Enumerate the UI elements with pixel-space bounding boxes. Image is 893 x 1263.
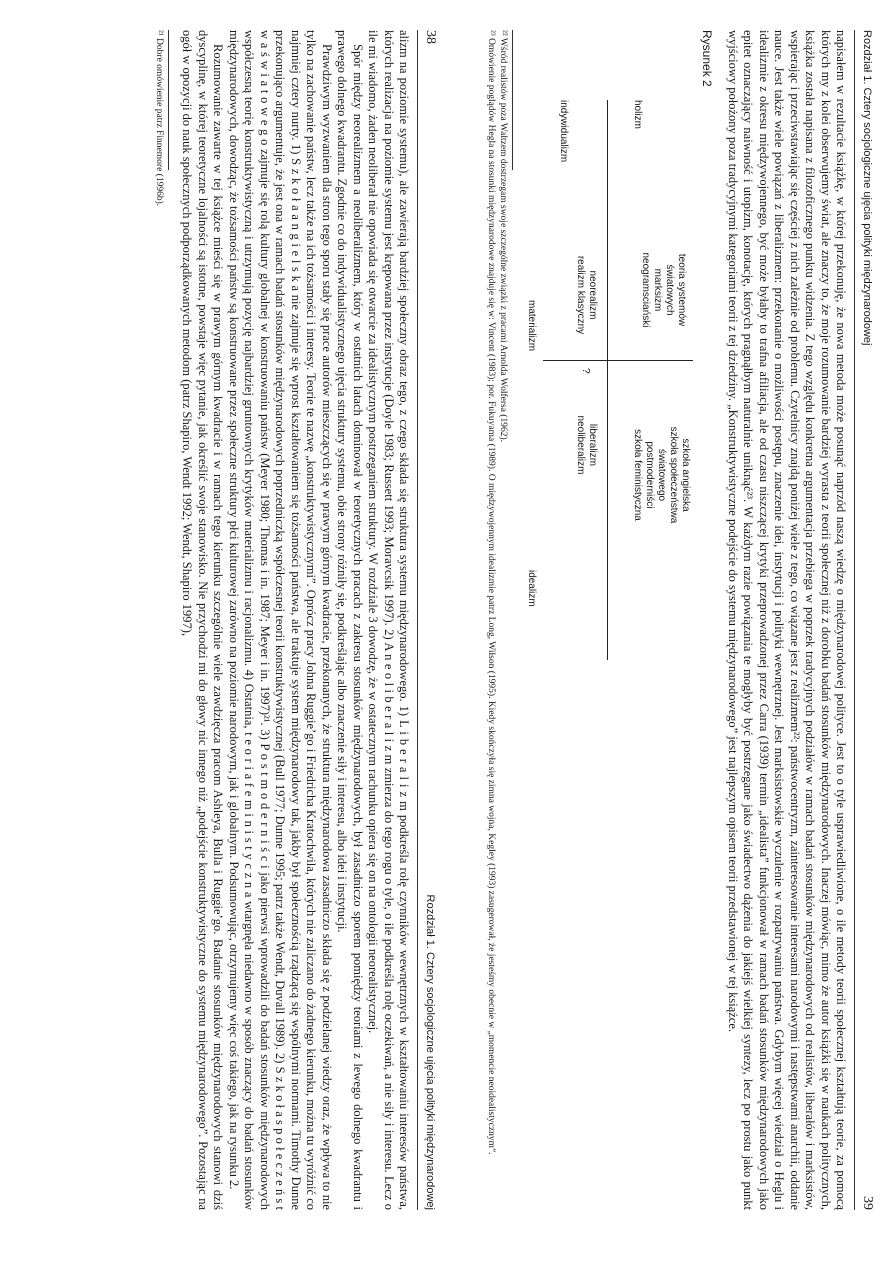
left-page-number: 38 (423, 30, 438, 44)
left-page-content (38, 30, 438, 1210)
diagram-vertical-axis (543, 360, 693, 361)
left-paragraph-4: Rozumowanie zawarte w tej książce mieści się w prawym górnym kwadracie i w ramach tego kierunku szczególnie wiele zawdzięcza pracom Ashleya, Bulla i Ruggie’go. Badanie stosunków międzynarodowych stanowi dziś dyscyplinę, w której teoretyczne lojalności są istotne, powstaje więc pytanie, jak określić swoje stanowisko. Nie przychodzi mi do głowy nic innego niż „podejście konstruktywistyczne do systemu międzynarodowego”. Pozostając na ogół w opozycji do nauk społecznych podporządkowanych metodom (patrz Shapiro, Wendt 1992; Wendt, Shapiro 1997), (180, 30, 226, 1210)
quadrant-item: marksizm (652, 268, 663, 312)
left-page (18, 30, 438, 1230)
quadrant-bottom-left (574, 240, 598, 350)
figure-label: Rysunek 2 (700, 30, 715, 87)
right-running-head-title: Rozdział 1. Cztery socjologiczne ujęcia polityki międzynarodowej (861, 30, 873, 346)
right-page (455, 30, 875, 1230)
right-running-head (855, 30, 876, 1210)
quadrant-diagram (523, 100, 693, 660)
quadrant-item: liberalizm (587, 423, 598, 467)
quadrant-item: realizm klasyczny (575, 255, 586, 335)
quadrant-item: szkoła społeczeństwa światowego (656, 426, 679, 524)
quadrant-item: neogramsciański (640, 252, 651, 328)
left-running-head (418, 30, 439, 1210)
axis-label-materializm: materializm (526, 300, 537, 352)
left-paragraph-1: alizm na poziomie systemu), ale zawierają bardziej społeczny obraz tego, z czego składa się struktura systemu międzynarodowego. 1) L i b e r a l i z m podkreśla rolę czynników wewnętrznych w kształtowaniu interesów państwa, których realizacja na poziomie systemu jest krępowana przez instytucje (Doyle 1983; Russett 1993; Moravcsik 1997). 2) A n e o l i b e r a l i z m zmierza do tego rogu o tyle, o ile podkreśla rolę oczekiwań, a nie siły i interesu. Lecz o ile mi wiadomo, żaden neoliberał nie opowiada się otwarcie za idealistycznym postrzeganiem struktury. W rozdziale 3 dowodzę, że w ostatecznym rachunku opiera się on na ontologii neorealistycznej. (366, 30, 412, 1210)
quadrant-item: teoria systemów światowych (664, 253, 687, 327)
quadrant-item: szkoła angielska (680, 438, 691, 512)
diagram-horizontal-axis (607, 100, 608, 660)
arrow-question-mark: ? (580, 368, 591, 374)
left-running-head-title: Rozdział 1. Cztery socjologiczne ujęcia polityki międzynarodowej (424, 894, 436, 1210)
quadrant-item: postmoderniści (644, 441, 655, 509)
quadrant-top-right (631, 400, 691, 550)
right-page-number: 39 (860, 1196, 875, 1210)
right-footnote-23: ²³ Omówienie poglądów Hegla na stosunki międzynarodowe znajduje się w: Vincent (1983); por. Fukuyama (1989). O międzywojennym idealizmie patrz Long, Wilson (1995). Kiedy skończyła się zimna wojna, Kegley (1993) zasugerował, że jesteśmy obecnie w „momencie neoidealistycznym”. (486, 30, 497, 1155)
left-paragraph-3: Prawdziwym wyzwaniem dla stron tego sporu stały się prace autorów mieszczących się w prawym górnym kwadracie, przekonanych, że struktura międzynarodowa zasadniczo składa się z podzielanej wiedzy oraz, że wpływa to nie tylko na zachowanie państw, lecz także na ich tożsamości i interesy. Teorie te nazwę „konstruktywistycznymi”. Oprócz pracy Johna Ruggie’go i Friedricha Kratochwila, których nie zaliczano do żadnego kierunku, można tu wyróżnić co najmniej cztery nurty. 1) S z k o ł a a n g i e l s k a nie zajmuje się wprost kształtowaniem się tożsamości państwa, ale traktuje system międzynarodowy tak, jakby był społecznością rządzącą się wspólnymi normami. Timothy Dunne przekonująco argumentuje, że jest ona w ramach badań stosunków międzynarodowych poprzedniczką współczesnej teorii konstruktywistycznej (Bull 1977; Dunne 1995; patrz także Wendt, Duvall 1989). 2) S z k o ł a s p o ł e c z e ń s t w a ś w i a t o w e g o zajmuje się rolą kultury globalnej w konstruowaniu państw (Meyer 1980; Thomas i in. 1987; Meyer i in. 1997)²¹. 3) P o s t m o d e r n i ś c i jako pierwsi wprowadzili do badań stosunków międzynarodowych współczesną teorię konstruktywistyczną i utrzymują pozycję najbardziej gruntownych krytyków materializmu i racjonalizmu. 4) Ostatnia, t e o r i a f e m i n i s t y c z n a wtargnęła niedawno w sposób znaczący do badań stosunków międzynarodowych, dowodząc, że tożsamości państw są konstruowane przez społeczne struktury płci kulturowej zarówno na poziomie narodowym, jak i globalnym. Podsumowując, otrzymujemy więc coś takiego, jak na rysunku 2. (227, 30, 334, 1210)
axis-label-holizm: holizm (632, 100, 643, 129)
left-footnote-21: ²¹ Dobre omówienie patrz Finnemore (1996b). (154, 30, 164, 207)
right-paragraph-1: napisałem w rezultacie książkę, w której przekonuję, że nowa metoda może posunąć naprzód naszą wiedzę o międzynarodowej polityce. Jest to o tyle usprawiedliwione, o ile metody teorii społecznej kształtują teorie, za pomocą których my z kolei obserwujemy świat, ale znaczy to, że moje rozumowanie bardziej wyrasta z teorii społecznej niż z dorobku badań stosunków międzynarodowych. Inaczej mówiąc, mimo że autor książki się w naukach politycznych, książka została napisana z filozoficznego punktu widzenia. Z tego względu konkretna argumentacja przebiega w poprzek tradycyjnych podziałów w ramach badań stosunków międzynarodowych od realistów, liberałów i marksistów, wspierając i przeciwstawiając się częściej z nich zależnie od problemu. Czytelnicy znajdą poniżej wiele z tego, co wiązane jest z realizmem²²: państwocentryzm, zainteresowanie interesami narodowymi i następstwami anarchii, oddanie nauce. Jest także wiele powiązań z liberalizmem: przekonanie o możliwości postępu, znaczenie idei, instytucji i polityki wewnętrznej. Jest marksistowskie wyczulenie w rozpatrywaniu państwa. Gdybym więcej wiedział o Heglu i idealizmie z okresu międzywojennego, być może byłaby to trafna afiliacja, ale od czasu niszczącej krytyki przeprowadzonej przez Carra (1939) termin „idealista” funkcjonował w ramach badań stosunków międzynarodowych jako epitet oznaczający naiwność i utopizm, konotację, których pragnąłbym naturalnie uniknąć²³. W każdym razie powiązania te mogłyby być postrzegane jako świadectwo dążenia do jakiejś wielkiej syntezy, lecz po prostu jako punkt wyjściowy położony poza tradycyjnymi kategoriami teorii z tej dziedziny. „Konstruktywistyczne podejście do systemu międzynarodowego” jest najlepszym opisem teorii przedstawionej w tej książce. (726, 30, 849, 1210)
footnote-rule (168, 30, 169, 170)
quadrant-bottom-right (574, 390, 598, 500)
quadrant-item: szkoła feministyczna (632, 429, 643, 521)
axis-label-indywidualizm: indywidualizm (558, 100, 569, 163)
right-page-content (475, 30, 875, 1210)
axis-label-idealizm: idealizm (526, 570, 537, 607)
quadrant-item: neoliberalizm (575, 415, 586, 475)
left-paragraph-2: Spór między neorealizmem a neoliberalizmem, który w ostatnich latach dominował w teoretycznych pracach z zakresu stosunków międzynarodowych, był zasadniczo sporem pomiędzy teoriami z lewego dolnego kwadrantu i prawego dolnego kwadrantu. Zgodnie co do indywidualistycznego ujęcia struktury systemu, obie strony różniły się, podkreślając albo znaczenie siły i interesu, albo idei i instytucji. (335, 30, 365, 1210)
quadrant-top-left (639, 230, 687, 350)
footnote-rule (512, 30, 513, 170)
right-footnote-22: ²² Wśród realistów poza Waltzem dostrzegam swoje szczególne związki z pracami Arnolda Wolfersa (1962). (498, 30, 508, 442)
quadrant-item: neorealizm (587, 270, 598, 320)
